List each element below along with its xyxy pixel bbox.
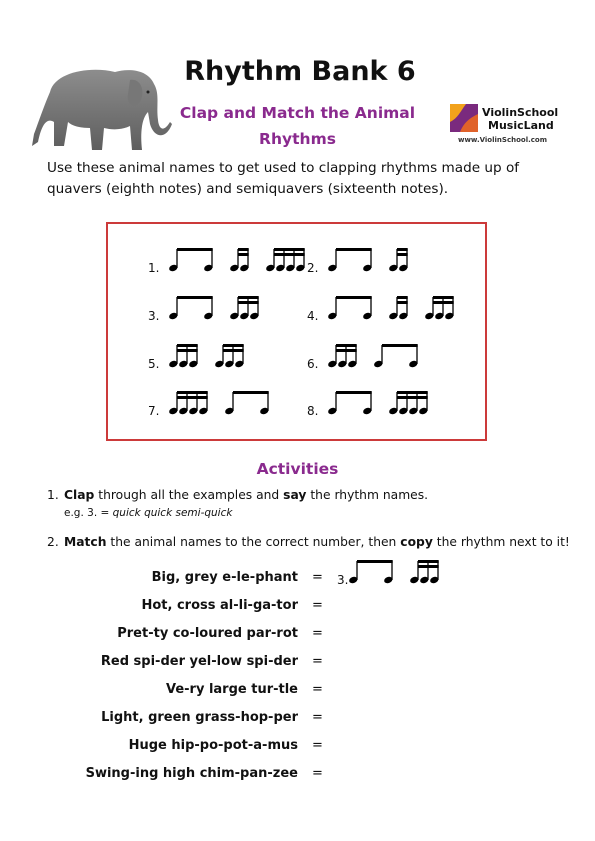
note-beam [177,344,198,347]
animal-name: Big, grey e-le-phant [151,570,298,585]
rhythm-label: 5. [148,357,160,371]
note-beam [433,296,454,299]
note-beam [336,349,357,352]
note-beam [238,301,259,304]
equals-sign: = [312,766,323,781]
rhythm-label: 8. [307,404,319,418]
note-beam [433,301,454,304]
note-beam [223,349,244,352]
equals-sign: = [312,710,323,725]
equals-sign: = [312,738,323,753]
activity-2-text-end: the rhythm next to it! [436,535,570,549]
activity-2-number: 2. [47,535,59,549]
rhythm-label: 4. [307,309,319,323]
note-beam [177,391,208,394]
note-beam [397,391,428,394]
note-beam [397,296,408,299]
animal-name: Red spi-der yel-low spi-der [100,654,298,669]
activity-1-verb: Clap [64,488,95,502]
equals-sign: = [312,570,323,585]
note-beam [336,296,372,299]
activity-1-number: 1. [47,488,59,502]
activity-1-example: quick quick semi-quick [112,507,233,519]
activities-heading: Activities [256,460,339,478]
activity-2-text: the animal names to the correct number, then [110,535,397,549]
activity-2-verb-2: copy [400,535,433,549]
note-beam [397,396,428,399]
note-beam [397,253,408,256]
note-beam [274,253,305,256]
activity-1-verb-2: say [283,488,307,502]
note-beam [238,296,259,299]
animal-name: Pret-ty co-loured par-rot [117,626,298,641]
animal-name: Ve-ry large tur-tle [165,682,298,697]
note-beam [177,349,198,352]
subtitle-line-1: Clap and Match the Animal [179,104,416,122]
equals-sign: = [312,598,323,613]
note-beam [336,248,372,251]
note-beam [177,296,213,299]
note-beam [382,344,418,347]
activity-1 [64,486,564,522]
note-beam [238,253,249,256]
activity-2-verb: Match [64,535,107,549]
answer-example-label: 3. [337,573,349,587]
note-beam [238,248,249,251]
note-beam [223,344,244,347]
rhythm-label: 1. [148,261,160,275]
equals-sign: = [312,682,323,697]
activity-2 [64,533,584,551]
rhythm-label: 2. [307,261,319,275]
note-beam [418,565,439,568]
note-beam [397,301,408,304]
activity-1-text: through all the examples and [98,488,280,502]
activity-1-text-end: the rhythm names. [310,488,429,502]
note-beam [418,560,439,563]
note-beam [177,396,208,399]
note-beam [357,560,393,563]
subtitle-line-2: Rhythms [259,130,336,148]
animal-name: Hot, cross al-li-ga-tor [141,598,298,613]
equals-sign: = [312,654,323,669]
note-beam [177,248,213,251]
equals-sign: = [312,626,323,641]
note-beam [336,391,372,394]
logo-line-1: ViolinSchool [482,106,559,119]
animal-name: Swing-ing high chim-pan-zee [85,766,298,781]
intro-text: Use these animal names to get used to clapping rhythms made up of quavers (eighth notes) and semiquavers (sixteenth notes). [47,160,520,197]
note-beam [336,344,357,347]
logo-line-2: MusicLand [488,119,554,132]
note-beam [274,248,305,251]
rhythm-label: 3. [148,309,160,323]
logo-url: www.ViolinSchool.com [458,136,548,144]
animal-name: Huge hip-po-pot-a-mus [128,738,298,753]
animal-name: Light, green grass-hop-per [101,710,298,725]
rhythm-label: 7. [148,404,160,418]
page-title: Rhythm Bank 6 [184,56,416,87]
note-beam [397,248,408,251]
rhythm-label: 6. [307,357,319,371]
activity-1-example-prefix: e.g. 3. = [64,507,110,519]
note-beam [233,391,269,394]
